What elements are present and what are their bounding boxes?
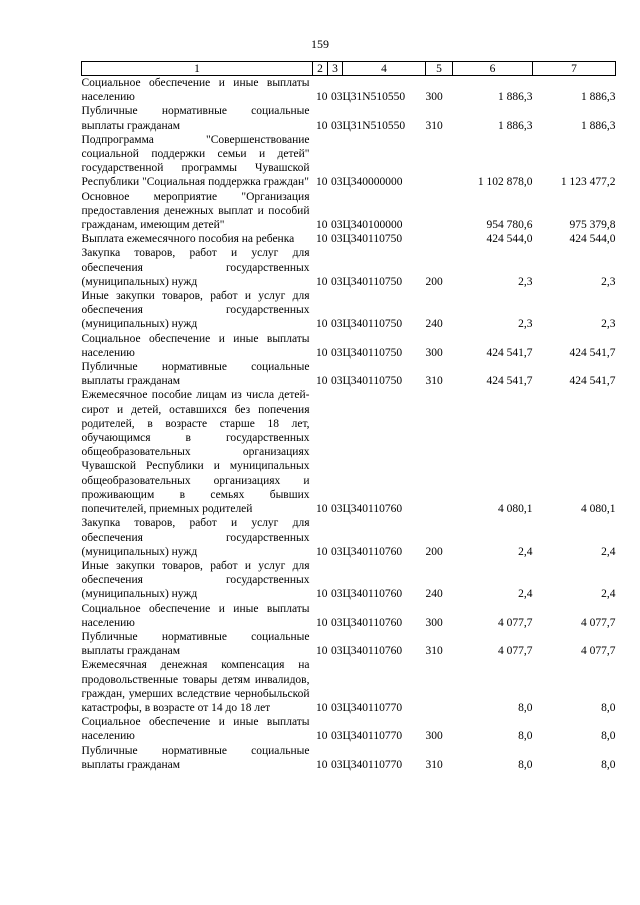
table-row	[82, 388, 616, 516]
row-subsection: 03	[331, 616, 343, 629]
header-col-expense-type: 5	[426, 62, 453, 76]
page-number: 159	[311, 37, 329, 51]
row-amount-2: 4 077,7	[581, 616, 616, 629]
row-target-article: Ц340110760	[342, 503, 403, 516]
row-amount-2: 1 886,3	[581, 119, 616, 132]
table-row	[82, 516, 616, 559]
row-section: 10	[316, 503, 328, 516]
row-subsection: 03	[331, 375, 343, 388]
table-row	[82, 602, 616, 630]
table-row	[82, 246, 616, 289]
row-target-article: Ц340110760	[342, 645, 403, 658]
row-section: 10	[316, 375, 328, 388]
row-amount-2: 975 379,8	[569, 219, 616, 232]
row-target-article: Ц31N510550	[342, 91, 406, 104]
row-expense-type: 300	[425, 346, 443, 359]
row-amount-1: 1 886,3	[498, 119, 533, 132]
row-amount-1: 4 077,7	[498, 616, 533, 629]
row-subsection: 03	[331, 758, 343, 771]
row-name: Основное мероприятие "Организация предоставления денежных выплат и пособий гражданам, имеющим детей"	[81, 190, 310, 232]
row-name: Иные закупки товаров, работ и услуг для обеспечения государственных (муниципальных) нужд	[81, 290, 310, 331]
table-row	[82, 76, 616, 105]
row-amount-1: 424 541,7	[486, 375, 533, 388]
row-amount-1: 424 541,7	[486, 346, 533, 359]
row-name: Социальное обеспечение и иные выплаты населению	[81, 602, 310, 629]
header-col-section: 2	[313, 62, 328, 76]
row-amount-1: 2,3	[518, 318, 533, 331]
row-subsection: 03	[331, 275, 343, 288]
row-name: Публичные нормативные социальные выплаты гражданам	[81, 361, 310, 388]
row-target-article: Ц340110770	[342, 701, 403, 714]
row-name: Социальное обеспечение и иные выплаты населению	[81, 332, 310, 359]
row-amount-1: 1 886,3	[498, 91, 533, 104]
row-amount-2: 424 544,0	[569, 233, 616, 246]
row-amount-1: 8,0	[518, 701, 533, 714]
row-amount-1: 8,0	[518, 730, 533, 743]
table-row	[82, 360, 616, 388]
row-section: 10	[316, 119, 328, 132]
table-body	[82, 76, 616, 772]
row-section: 10	[316, 233, 328, 246]
row-expense-type: 310	[425, 119, 443, 132]
row-amount-2: 1 886,3	[581, 91, 616, 104]
row-expense-type: 300	[425, 730, 443, 743]
row-name: Ежемесячное пособие лицам из числа детей-сирот и детей, оставшихся без попечения родителей, в возрасте старше 18 лет, обучающимся в государственных общеобразовательных организациях Чувашской Республики и муниципальных общеобразовательных организациях и проживающим в семьях бывших попечителей, приемных родителей	[81, 389, 310, 516]
row-subsection: 03	[331, 233, 343, 246]
row-expense-type: 300	[425, 91, 443, 104]
row-expense-type	[426, 133, 453, 190]
header-col-amount-2: 7	[533, 62, 616, 76]
row-subsection: 03	[331, 176, 343, 189]
row-amount-2: 8,0	[601, 701, 616, 714]
row-expense-type: 300	[425, 616, 443, 629]
row-amount-1: 1 102 878,0	[477, 176, 533, 189]
row-expense-type: 200	[425, 545, 443, 558]
row-section: 10	[316, 616, 328, 629]
row-name: Публичные нормативные социальные выплаты гражданам	[81, 630, 310, 658]
row-subsection: 03	[331, 219, 343, 232]
row-section: 10	[316, 318, 328, 331]
row-target-article: Ц340110750	[342, 346, 403, 359]
row-name: Публичные нормативные социальные выплаты гражданам	[81, 744, 310, 771]
row-section: 10	[316, 701, 328, 714]
row-target-article: Ц340110770	[342, 758, 403, 771]
row-expense-type	[426, 232, 453, 246]
row-subsection: 03	[331, 730, 343, 743]
header-row	[82, 62, 616, 76]
header-col-target-article: 4	[343, 62, 426, 76]
row-section: 10	[316, 588, 328, 601]
row-target-article: Ц340110760	[342, 616, 403, 629]
row-amount-1: 2,4	[518, 545, 533, 558]
row-name: Иные закупки товаров, работ и услуг для обеспечения государственных (муниципальных) нужд	[81, 559, 310, 601]
table-row	[82, 104, 616, 132]
row-amount-1: 954 780,6	[486, 219, 533, 232]
table-row	[82, 133, 616, 190]
row-amount-2: 2,4	[601, 545, 616, 558]
row-target-article: Ц340110750	[342, 275, 403, 288]
row-target-article: Ц340110750	[342, 233, 403, 246]
table-row	[82, 332, 616, 360]
row-amount-1: 8,0	[518, 758, 533, 771]
row-subsection: 03	[331, 545, 343, 558]
row-target-article: Ц340110760	[342, 545, 403, 558]
row-subsection: 03	[331, 119, 343, 132]
row-target-article: Ц340100000	[342, 219, 403, 232]
row-subsection: 03	[331, 503, 343, 516]
row-name: Публичные нормативные социальные выплаты гражданам	[81, 105, 310, 132]
row-section: 10	[316, 545, 328, 558]
row-name: Выплата ежемесячного пособия на ребенка	[81, 233, 295, 246]
table-row	[82, 289, 616, 332]
row-subsection: 03	[331, 701, 343, 714]
row-amount-1: 4 080,1	[498, 503, 533, 516]
table-row	[82, 232, 616, 246]
header-col-name: 1	[82, 62, 313, 76]
row-expense-type	[426, 658, 453, 715]
header-col-amount-1: 6	[453, 62, 533, 76]
row-expense-type: 240	[425, 318, 443, 331]
row-section: 10	[316, 275, 328, 288]
row-subsection: 03	[331, 346, 343, 359]
row-expense-type	[426, 388, 453, 516]
row-section: 10	[316, 730, 328, 743]
row-amount-2: 2,3	[601, 275, 616, 288]
row-amount-2: 424 541,7	[569, 346, 616, 359]
table-row	[82, 715, 616, 743]
row-subsection: 03	[331, 91, 343, 104]
row-expense-type: 310	[425, 758, 443, 771]
table-row	[82, 744, 616, 772]
row-target-article: Ц340110770	[342, 730, 403, 743]
row-target-article: Ц340110760	[342, 588, 403, 601]
row-section: 10	[316, 346, 328, 359]
budget-table	[81, 61, 616, 772]
row-expense-type: 310	[425, 645, 443, 658]
table-row	[82, 559, 616, 602]
row-target-article: Ц340110750	[342, 318, 403, 331]
row-amount-2: 8,0	[601, 730, 616, 743]
table-header	[82, 62, 616, 76]
table-row	[82, 658, 616, 715]
row-subsection: 03	[331, 588, 343, 601]
table-row	[82, 630, 616, 658]
row-expense-type: 240	[425, 588, 443, 601]
row-amount-1: 424 544,0	[486, 233, 533, 246]
header-col-subsection: 3	[328, 62, 343, 76]
row-section: 10	[316, 219, 328, 232]
row-target-article: Ц340000000	[342, 176, 403, 189]
row-name: Подпрограмма "Совершенствование социальной поддержки семьи и детей" государственной программы Чувашской Республики "Социальная поддержка граждан"	[81, 133, 310, 189]
row-name: Социальное обеспечение и иные выплаты населению	[81, 77, 310, 104]
row-amount-1: 2,3	[518, 275, 533, 288]
row-target-article: Ц340110750	[342, 375, 403, 388]
row-amount-2: 2,3	[601, 318, 616, 331]
row-target-article: Ц31N510550	[342, 119, 406, 132]
row-name: Ежемесячная денежная компенсация на продовольственные товары детям инвалидов, граждан, умерших вследствие чернобыльской катастрофы, в возрасте от 14 до 18 лет	[81, 659, 310, 714]
row-amount-2: 4 080,1	[581, 503, 616, 516]
row-amount-2: 4 077,7	[581, 645, 616, 658]
row-name: Закупка товаров, работ и услуг для обеспечения государственных (муниципальных) нужд	[81, 517, 310, 558]
row-amount-2: 424 541,7	[569, 375, 616, 388]
row-expense-type: 310	[425, 375, 443, 388]
row-subsection: 03	[331, 318, 343, 331]
row-section: 10	[316, 91, 328, 104]
row-amount-1: 2,4	[518, 588, 533, 601]
row-expense-type: 200	[425, 275, 443, 288]
row-section: 10	[316, 758, 328, 771]
row-amount-2: 8,0	[601, 758, 616, 771]
row-subsection: 03	[331, 645, 343, 658]
row-amount-1: 4 077,7	[498, 645, 533, 658]
row-expense-type	[426, 190, 453, 233]
table-row	[82, 190, 616, 233]
row-name: Закупка товаров, работ и услуг для обеспечения государственных (муниципальных) нужд	[81, 247, 310, 288]
row-section: 10	[316, 645, 328, 658]
row-amount-2: 2,4	[601, 588, 616, 601]
row-name: Социальное обеспечение и иные выплаты населению	[81, 716, 310, 743]
row-amount-2: 1 123 477,2	[560, 176, 616, 189]
row-section: 10	[316, 176, 328, 189]
